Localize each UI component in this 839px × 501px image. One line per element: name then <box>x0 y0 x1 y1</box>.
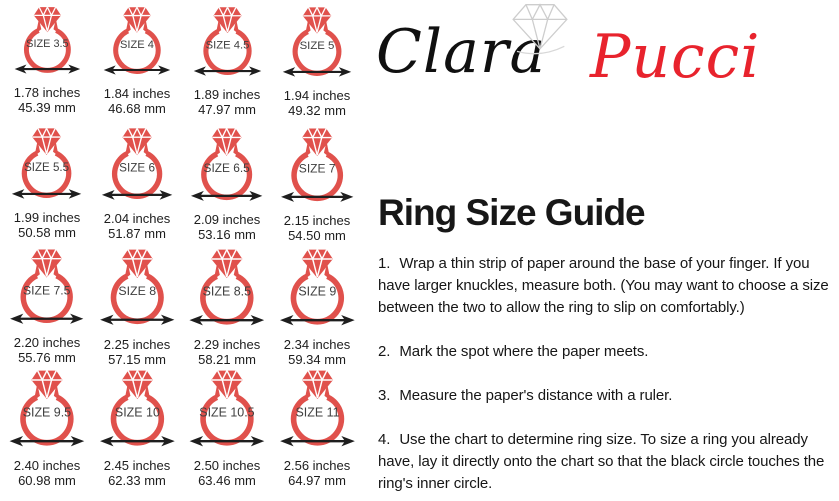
ring-measurements <box>284 337 351 367</box>
inches-value: 1.89 inches <box>193 87 261 102</box>
ring-size-cell <box>185 246 269 367</box>
instruction-item-1 <box>378 253 834 319</box>
ring-measurements <box>104 211 171 241</box>
ring-icon <box>4 367 90 450</box>
ring-size-cell <box>279 4 355 125</box>
ring-icon <box>100 4 174 78</box>
step-text: Mark the spot where the paper meets. <box>399 343 649 360</box>
ring-measurements <box>194 87 261 117</box>
ring-measurements <box>194 212 261 242</box>
ring-measurements <box>104 86 171 116</box>
mm-value: 45.39 mm <box>18 99 76 115</box>
ring-size-cell <box>190 4 265 125</box>
mm-value: 47.97 mm <box>198 102 256 117</box>
ring-measurements <box>284 458 351 488</box>
inches-value: 1.94 inches <box>283 88 351 103</box>
ring-icon <box>277 125 357 205</box>
ring-size-cell <box>6 246 87 367</box>
mm-value: 60.98 mm <box>18 473 76 488</box>
ring-icon <box>183 367 271 450</box>
ring-band <box>26 31 68 71</box>
inches-value: 2.45 inches <box>103 458 171 473</box>
diamond-outline-icon <box>508 0 572 58</box>
step-text: Wrap a thin strip of paper around the base of your finger. If you have larger knuckles, measure both. (You may want to choose a size between the two to allow the ring to slip on comfortably.) <box>378 255 829 316</box>
mm-value: 59.34 mm <box>288 352 346 367</box>
ring-band <box>113 276 160 321</box>
inches-value: 2.34 inches <box>283 337 351 352</box>
ring-size-cell <box>187 125 266 246</box>
mm-value: 51.87 mm <box>108 226 166 242</box>
instruction-item-3 <box>378 385 834 407</box>
inches-value: 2.15 inches <box>283 213 351 229</box>
ring-size-label: SIZE 10 <box>114 405 160 420</box>
ring-measurements <box>14 458 81 488</box>
ring-size-cell <box>94 367 181 488</box>
ring-measurements <box>14 85 81 115</box>
ring-measurements <box>104 458 171 488</box>
ring-size-label: SIZE 11 <box>294 405 340 420</box>
mm-value: 53.16 mm <box>198 227 256 243</box>
ring-icon <box>187 125 266 204</box>
ring-size-label: SIZE 4.5 <box>205 39 249 52</box>
ring-size-cell <box>4 367 90 488</box>
ring-size-label: SIZE 9.5 <box>22 405 72 420</box>
ring-measurements <box>284 213 351 243</box>
ring-band <box>116 31 158 71</box>
step-number: 1. <box>378 255 391 272</box>
step-number: 2. <box>378 343 391 360</box>
ring-size-cell <box>11 4 84 125</box>
ring-icon <box>94 367 181 450</box>
step-text: Use the chart to determine ring size. To size a ring you already have, lay it directly onto the chart so that the black circle touches the ring's inner circle. <box>378 431 825 492</box>
ring-band <box>205 31 248 72</box>
inches-value: 2.50 inches <box>193 458 261 473</box>
instructions-list <box>378 253 834 501</box>
mm-value: 58.21 mm <box>198 352 256 367</box>
ring-band <box>23 397 71 442</box>
inches-value: 1.84 inches <box>103 85 171 101</box>
ring-icon <box>11 4 84 77</box>
ring-icon <box>96 246 179 329</box>
step-number: 4. <box>378 431 391 448</box>
ring-icon <box>190 4 265 79</box>
ring-size-label: SIZE 3.5 <box>25 38 69 51</box>
ring-measurements <box>194 458 261 488</box>
ring-size-cell <box>273 367 362 488</box>
inches-value: 2.20 inches <box>13 335 81 351</box>
step-text: Measure the paper's distance with a ruler. <box>399 387 673 404</box>
instruction-item-2 <box>378 341 834 363</box>
ring-size-label: SIZE 5.5 <box>24 161 70 174</box>
ring-size-label: SIZE 10.5 <box>199 405 255 420</box>
brand-name-pucci: Pucci <box>590 22 761 92</box>
mm-value: 64.97 mm <box>288 473 346 488</box>
inches-value: 2.56 inches <box>283 458 351 473</box>
ring-size-cell <box>183 367 271 488</box>
inches-value: 2.04 inches <box>103 211 171 227</box>
ring-measurements <box>284 88 351 118</box>
ring-size-label: SIZE 7.5 <box>23 283 71 298</box>
ring-icon <box>98 125 176 203</box>
mm-value: 62.33 mm <box>108 473 166 488</box>
ring-band <box>293 397 341 442</box>
ring-icon <box>185 246 269 329</box>
ring-icon <box>275 246 360 329</box>
ring-icon <box>279 4 355 80</box>
ring-icon <box>6 246 87 327</box>
ring-size-cell <box>277 125 357 246</box>
mm-value: 54.50 mm <box>288 228 346 244</box>
ring-size-label: SIZE 5 <box>299 40 335 53</box>
ring-size-cell <box>275 246 360 367</box>
inches-value: 2.29 inches <box>193 337 261 352</box>
ring-size-cell <box>96 246 179 367</box>
inches-value: 2.40 inches <box>13 458 81 473</box>
ring-band <box>25 153 69 195</box>
mm-value: 63.46 mm <box>198 473 256 488</box>
ring-icon <box>273 367 362 450</box>
ring-size-label: SIZE 7 <box>298 161 336 176</box>
ring-band <box>113 397 161 442</box>
brand-logo <box>372 0 837 110</box>
ring-measurements <box>14 210 81 240</box>
ring-size-cell <box>8 125 85 246</box>
ring-size-cell <box>100 4 174 125</box>
mm-value: 46.68 mm <box>108 100 166 116</box>
guide-title: Ring Size Guide <box>378 192 645 233</box>
mm-value: 49.32 mm <box>288 103 346 118</box>
ring-band <box>295 32 339 74</box>
instruction-item-4 <box>378 429 834 495</box>
step-number: 3. <box>378 387 391 404</box>
ring-band <box>203 397 251 442</box>
ring-size-label: SIZE 9 <box>297 284 337 299</box>
inches-value: 1.99 inches <box>13 210 81 226</box>
ring-size-label: SIZE 6.5 <box>203 161 251 176</box>
ring-icon <box>8 125 85 202</box>
ring-band <box>203 276 251 321</box>
brand-name-clara: Clara <box>376 17 547 87</box>
ring-measurements <box>14 335 81 365</box>
ring-size-cell <box>98 125 176 246</box>
ring-size-label: SIZE 8 <box>118 283 156 298</box>
ring-measurements <box>104 337 171 367</box>
inches-value: 2.09 inches <box>193 212 261 228</box>
ring-measurements <box>194 337 261 367</box>
inches-value: 2.25 inches <box>103 336 171 352</box>
ring-size-label: SIZE 4 <box>120 38 154 51</box>
ring-band <box>115 153 160 196</box>
ring-size-label: SIZE 6 <box>119 161 155 175</box>
mm-value: 50.58 mm <box>18 225 76 241</box>
ring-size-label: SIZE 8.5 <box>202 284 252 299</box>
ring-band <box>293 276 341 321</box>
info-panel <box>372 0 837 501</box>
ring-size-chart <box>2 4 362 488</box>
mm-value: 57.15 mm <box>108 351 166 367</box>
inches-value: 1.78 inches <box>13 84 81 100</box>
mm-value: 55.76 mm <box>18 350 76 366</box>
